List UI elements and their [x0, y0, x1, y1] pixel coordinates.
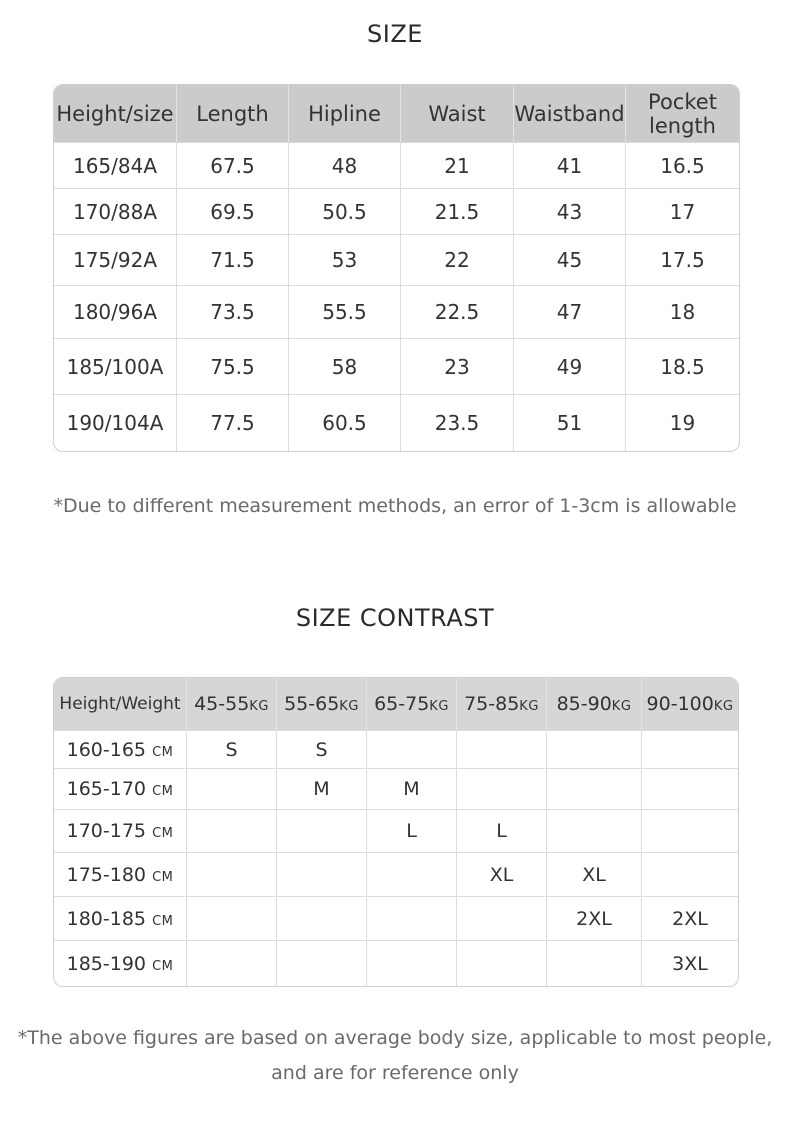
size-cell: 17.5: [626, 234, 739, 285]
size-cell: 73.5: [177, 285, 289, 338]
contrast-size-cell: [187, 809, 277, 852]
weight-unit: KG: [519, 699, 539, 714]
contrast-size-cell: M: [367, 768, 457, 809]
size-table-row: [54, 285, 739, 338]
contrast-height-label: [54, 768, 187, 809]
contrast-size-cell: [367, 730, 457, 768]
contrast-size-cell: 2XL: [547, 896, 642, 940]
contrast-height-label: [54, 730, 187, 768]
contrast-table-row: [54, 896, 738, 940]
size-header-waistband: Waistband: [514, 85, 626, 142]
weight-range: 45-55: [194, 693, 250, 715]
size-cell: 71.5: [177, 234, 289, 285]
height-unit: CM: [152, 869, 174, 885]
height-unit: CM: [152, 784, 174, 799]
contrast-size-cell: L: [457, 809, 547, 852]
contrast-table-header-row: [54, 678, 738, 730]
size-note: *Due to different measurement methods, an error of 1-3cm is allowable: [53, 495, 737, 517]
size-cell: 21.5: [401, 188, 514, 234]
contrast-note-line-1: *The above figures are based on average body size, applicable to most people,: [17, 1027, 773, 1049]
contrast-size-cell: [187, 852, 277, 896]
contrast-height-label: [54, 896, 187, 940]
contrast-size-cell: [367, 940, 457, 986]
size-contrast-table: [53, 677, 739, 987]
size-cell: 75.5: [177, 338, 289, 394]
height-unit: CM: [152, 958, 174, 974]
contrast-size-cell: XL: [457, 852, 547, 896]
contrast-size-cell: [277, 809, 367, 852]
contrast-weight-header: [367, 678, 457, 730]
height-range: 160-165: [66, 738, 147, 761]
weight-range: 75-85: [464, 693, 520, 715]
height-unit: CM: [152, 913, 174, 929]
size-header-length: Length: [177, 85, 289, 142]
contrast-note: [0, 1021, 790, 1091]
size-cell: 18: [626, 285, 739, 338]
weight-range: 55-65: [284, 693, 340, 715]
weight-unit: KG: [249, 699, 269, 714]
contrast-height-label: [54, 852, 187, 896]
size-table-row: [54, 338, 739, 394]
contrast-size-cell: [547, 809, 642, 852]
size-table-row: [54, 394, 739, 451]
size-table: [53, 84, 740, 452]
size-cell: 51: [514, 394, 626, 451]
size-row-label: 185/100A: [54, 338, 177, 394]
contrast-size-cell: [642, 730, 738, 768]
weight-unit: KG: [611, 699, 632, 714]
size-cell: 69.5: [177, 188, 289, 234]
contrast-corner-header: Height/Weight: [54, 678, 187, 730]
contrast-size-cell: [187, 896, 277, 940]
height-unit: CM: [152, 826, 174, 841]
size-cell: 22: [401, 234, 514, 285]
weight-range: 85-90: [556, 693, 612, 715]
size-cell: 47: [514, 285, 626, 338]
contrast-size-cell: [457, 896, 547, 940]
contrast-size-cell: [367, 852, 457, 896]
size-contrast-title: SIZE CONTRAST: [295, 604, 495, 632]
size-cell: 23.5: [401, 394, 514, 451]
contrast-table-row: [54, 940, 738, 986]
weight-range: 90-100: [646, 693, 714, 715]
contrast-size-cell: [187, 940, 277, 986]
size-cell: 45: [514, 234, 626, 285]
contrast-size-cell: [457, 730, 547, 768]
contrast-table-row: [54, 852, 738, 896]
size-cell: 21: [401, 142, 514, 188]
height-range: 165-170: [66, 778, 147, 800]
size-cell: 53: [289, 234, 401, 285]
contrast-weight-header: [457, 678, 547, 730]
contrast-size-cell: [277, 896, 367, 940]
contrast-height-label: [54, 940, 187, 986]
contrast-note-line-2: and are for reference only: [271, 1062, 519, 1084]
contrast-size-cell: [457, 768, 547, 809]
contrast-size-cell: 2XL: [642, 896, 738, 940]
size-cell: 18.5: [626, 338, 739, 394]
size-table-row: [54, 142, 739, 188]
size-cell: 67.5: [177, 142, 289, 188]
size-header-hipline: Hipline: [289, 85, 401, 142]
size-header-height: Height/size: [54, 85, 177, 142]
size-header-waist: Waist: [401, 85, 514, 142]
contrast-size-cell: [367, 896, 457, 940]
contrast-size-cell: [642, 768, 738, 809]
size-title: SIZE: [367, 20, 423, 48]
size-cell: 58: [289, 338, 401, 394]
contrast-table-row: [54, 768, 738, 809]
height-unit: CM: [152, 744, 174, 760]
size-cell: 77.5: [177, 394, 289, 451]
size-row-label: 190/104A: [54, 394, 177, 451]
size-row-label: 175/92A: [54, 234, 177, 285]
height-range: 180-185: [66, 907, 147, 930]
contrast-size-cell: [547, 768, 642, 809]
weight-unit: KG: [339, 699, 359, 714]
contrast-table-row: [54, 809, 738, 852]
contrast-size-cell: [277, 940, 367, 986]
size-row-label: 180/96A: [54, 285, 177, 338]
contrast-size-cell: [547, 730, 642, 768]
size-row-label: 165/84A: [54, 142, 177, 188]
size-cell: 19: [626, 394, 739, 451]
contrast-size-cell: S: [277, 730, 367, 768]
contrast-size-cell: S: [187, 730, 277, 768]
contrast-table-row: [54, 730, 738, 768]
height-range: 175-180: [66, 863, 147, 886]
contrast-weight-header: [187, 678, 277, 730]
size-table-row: [54, 188, 739, 234]
size-cell: 41: [514, 142, 626, 188]
contrast-size-cell: 3XL: [642, 940, 738, 986]
contrast-size-cell: [642, 852, 738, 896]
contrast-size-cell: [642, 809, 738, 852]
size-cell: 16.5: [626, 142, 739, 188]
size-cell: 55.5: [289, 285, 401, 338]
contrast-height-label: [54, 809, 187, 852]
size-table-header-row: [54, 85, 739, 142]
contrast-size-cell: [547, 940, 642, 986]
contrast-size-cell: M: [277, 768, 367, 809]
size-row-label: 170/88A: [54, 188, 177, 234]
size-cell: 60.5: [289, 394, 401, 451]
height-range: 185-190: [66, 952, 147, 975]
size-cell: 17: [626, 188, 739, 234]
contrast-weight-header: [547, 678, 642, 730]
contrast-weight-header: [642, 678, 738, 730]
contrast-size-cell: XL: [547, 852, 642, 896]
contrast-size-cell: [457, 940, 547, 986]
size-cell: 50.5: [289, 188, 401, 234]
weight-range: 65-75: [374, 693, 430, 715]
height-range: 170-175: [66, 820, 147, 842]
size-cell: 48: [289, 142, 401, 188]
size-cell: 43: [514, 188, 626, 234]
contrast-weight-header: [277, 678, 367, 730]
size-cell: 23: [401, 338, 514, 394]
size-cell: 49: [514, 338, 626, 394]
size-table-row: [54, 234, 739, 285]
contrast-size-cell: [187, 768, 277, 809]
size-cell: 22.5: [401, 285, 514, 338]
weight-unit: KG: [429, 699, 449, 714]
contrast-size-cell: L: [367, 809, 457, 852]
size-header-pocket-length: Pocket length: [626, 85, 739, 142]
weight-unit: KG: [713, 699, 734, 714]
contrast-size-cell: [277, 852, 367, 896]
